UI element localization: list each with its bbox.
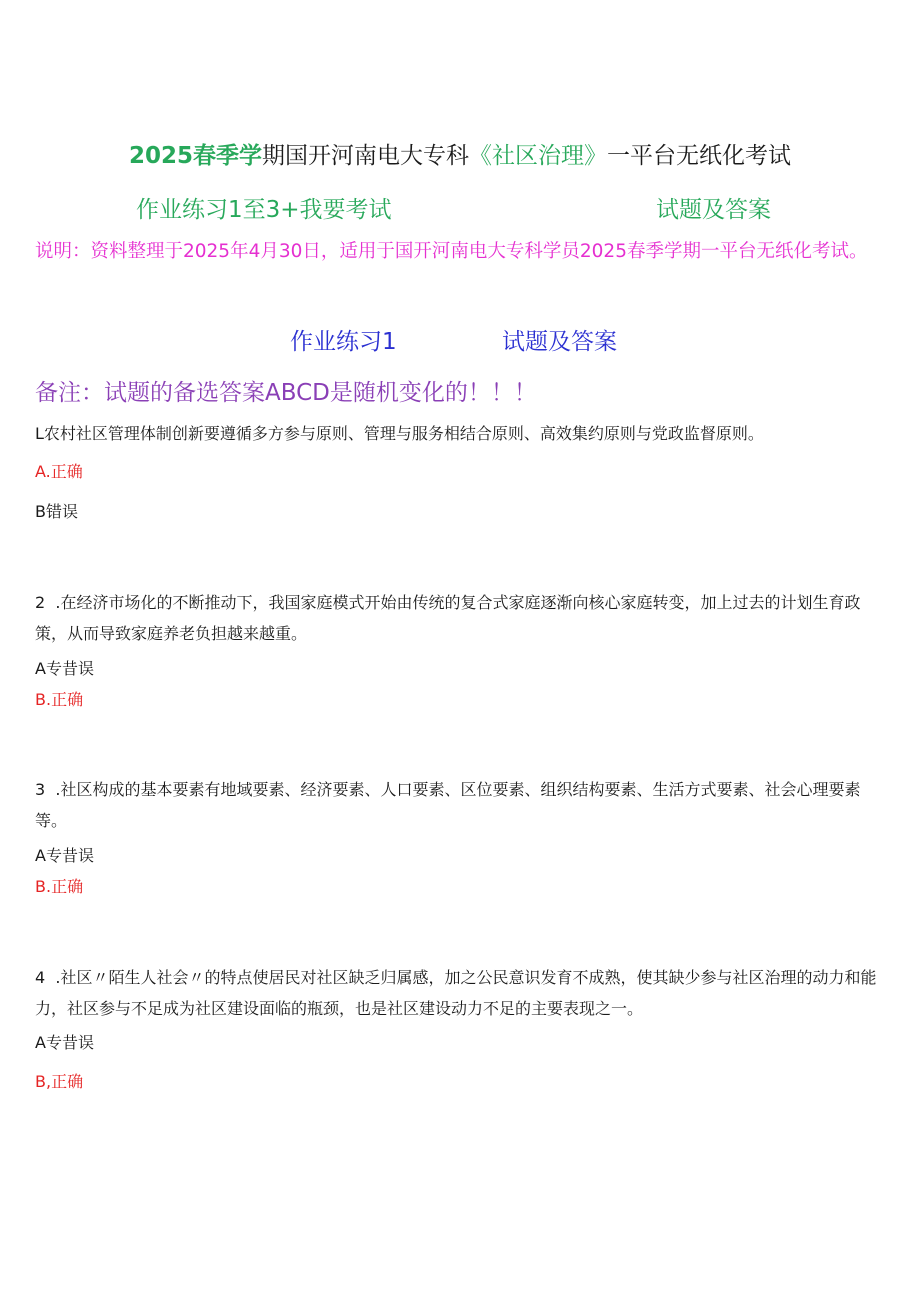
title-part-4: 一平台无纸化考试 [607,143,791,169]
subtitle-right: 试题及答案 [656,197,771,223]
question-4-option-a: A专昔误 [35,1033,94,1052]
title-part-1: 2025春季学 [128,143,262,169]
question-3-text: 3 .社区构成的基本要素有地域要素、经济要素、人口要素、区位要素、组织结构要素、生活方式要素、社会心理要素等。 [35,780,861,830]
question-1-option-a: A.正确 [35,462,83,481]
subtitle-left: 作业练习1至3+我要考试 [136,197,392,223]
section-heading-right: 试题及答案 [502,329,617,355]
title-part-2: 期国开河南电大专科 [262,143,469,169]
remark-text: 备注：试题的备选答案ABCD是随机变化的！！！ [35,380,537,406]
question-4-option-b: B,正确 [35,1072,84,1091]
question-4-text: 4 .社区〃陌生人社会〃的特点使居民对社区缺乏归属感，加之公民意识发育不成熟，使其缺少参与社区治理的动力和能力，社区参与不足成为社区建设面临的瓶颈，也是社区建设动力不足的主要表现之一。 [35,968,877,1018]
question-1-option-b: B错误 [35,502,78,521]
note-text: 说明：资料整理于2025年4月30日，适用于国开河南电大专科学员2025春季学期一平台无纸化考试。 [35,241,868,262]
question-2-option-b: B.正确 [35,690,84,709]
question-3-option-a: A专昔误 [35,846,94,865]
title-part-3: 《社区治理》 [469,143,607,169]
question-1-text: L农村社区管理体制创新要遵循多方参与原则、管理与服务相结合原则、高效集约原则与党政监督原则。 [35,424,764,443]
document-title [0,137,920,170]
question-2-text: 2 .在经济市场化的不断推动下，我国家庭模式开始由传统的复合式家庭逐渐向核心家庭转变，加上过去的计划生育政策，从而导致家庭养老负担越来越重。 [35,593,861,643]
question-3-option-b: B.正确 [35,877,84,896]
section-heading-left: 作业练习1 [290,329,397,355]
question-2-option-a: A专昔误 [35,659,94,678]
